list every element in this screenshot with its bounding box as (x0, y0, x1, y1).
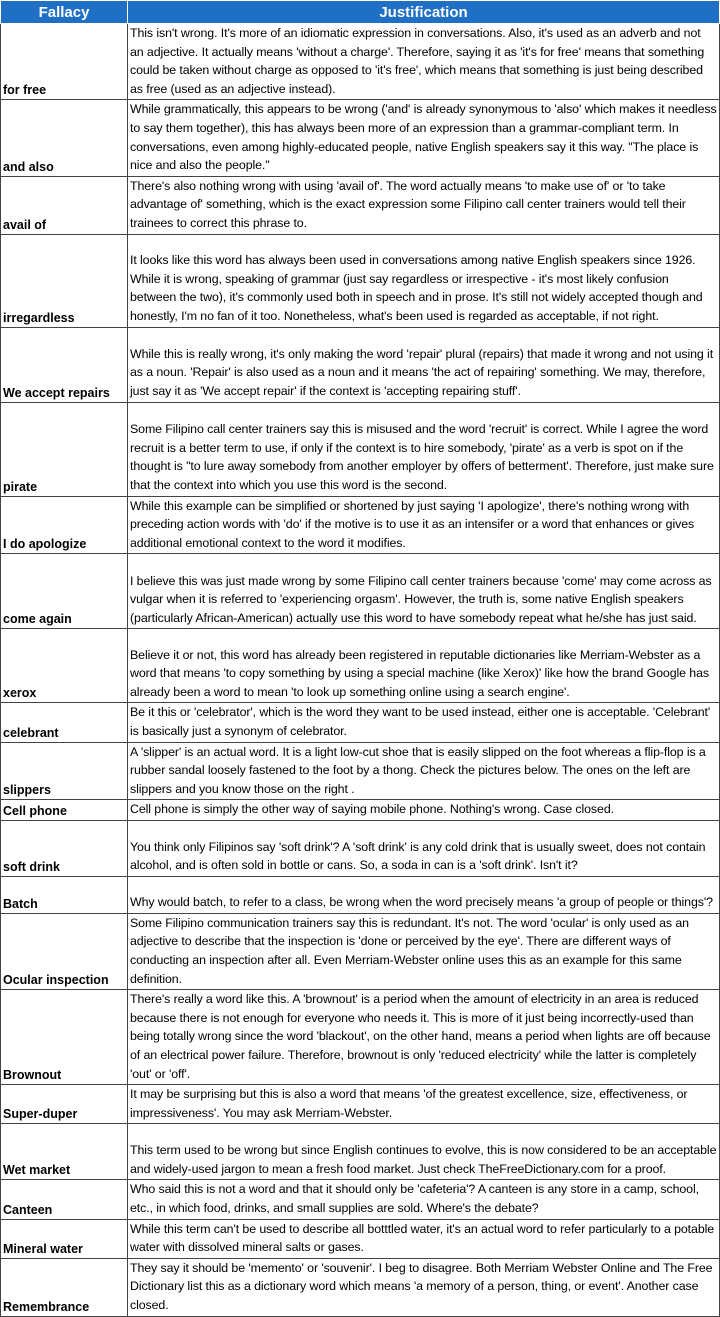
table-row (1, 990, 720, 1085)
justification-cell: I believe this was just made wrong by some Filipino call center trainers because 'come' may come across as vulgar when it is referred to 'experiencing orgasm'. However, the truth is, some native English speakers (particularly African-American) actually use this word to have somebody repeat what he/she has just said. (128, 554, 720, 629)
justification-cell: Cell phone is simply the other way of saying mobile phone. Nothing's wrong. Case closed. (128, 800, 720, 821)
fallacy-cell: I do apologize (1, 496, 128, 554)
fallacy-cell: for free (1, 24, 128, 100)
table-row (1, 703, 720, 742)
fallacy-cell: xerox (1, 629, 128, 703)
justification-cell: This term used to be wrong but since English continues to evolve, this is now considered to be an acceptable and widely-used jargon to mean a fresh food market. Just check TheFreeDictionary.com for a proof. (128, 1124, 720, 1180)
table-row (1, 1219, 720, 1258)
table-row (1, 402, 720, 496)
justification-cell: This isn't wrong. It's more of an idiomatic expression in conversations. Also, it's used as an adverb and not an adjective. It actually means 'without a charge'. Therefore, saying it as 'it's for free' means that something could be taken without charge as opposed to 'it's free', which means that something is just being described as free (used as an adjective instead). (128, 24, 720, 100)
table-row (1, 820, 720, 876)
justification-cell: You think only Filipinos say 'soft drink'? A 'soft drink' is any cold drink that is usually sweet, does not contain alcohol, and is often sold in bottle or cans. So, a soda in can is a 'soft drink'. Isn't it? (128, 820, 720, 876)
table-row (1, 1180, 720, 1219)
fallacy-cell: Canteen (1, 1180, 128, 1219)
header-row (1, 1, 720, 24)
fallacy-cell: Brownout (1, 990, 128, 1085)
table-row (1, 1124, 720, 1180)
fallacy-cell: irregardless (1, 234, 128, 327)
table-row (1, 234, 720, 327)
justification-cell: Why would batch, to refer to a class, be wrong when the word precisely means 'a group of people or things'? (128, 876, 720, 913)
fallacy-cell: Super-duper (1, 1085, 128, 1124)
fallacy-cell: Remembrance (1, 1258, 128, 1316)
justification-cell: Some Filipino call center trainers say this is misused and the word 'recruit' is correct. While I agree the word recruit is a better term to use, if only if the context is to hire somebody, 'pirate' as a verb is spot on if the thought is "to lure away somebody from another employer by offers of betterment'. Therefore, just make sure that the context into which you use this word is the second. (128, 402, 720, 496)
justification-cell: While this example can be simplified or shortened by just saying 'I apologize', there's nothing wrong with preceding action words with 'do' if the motive is to use it as an intensifer or a word that enhances or gives additional emotional context to the word it modifies. (128, 496, 720, 554)
justification-cell: While this term can't be used to describe all botttled water, it's an actual word to refer particularly to a potable water with dissolved mineral salts or gases. (128, 1219, 720, 1258)
justification-column-header: Justification (128, 1, 720, 24)
justification-cell: Believe it or not, this word has already been registered in reputable dictionaries like Merriam-Webster as a word that means 'to copy something by using a special machine (like Xerox)' like how the brand Google has already been a word to mean 'to look up something online using a search engine'. (128, 629, 720, 703)
justification-cell: There's also nothing wrong with using 'avail of'. The word actually means 'to make use of' or 'to take advantage of' something, which is the exact expression some Filipino call center trainers would tell their trainees to correct this phrase to. (128, 176, 720, 234)
fallacy-column-header: Fallacy (1, 1, 128, 24)
fallacy-cell: celebrant (1, 703, 128, 742)
fallacy-cell: avail of (1, 176, 128, 234)
fallacy-cell: soft drink (1, 820, 128, 876)
table-row (1, 1085, 720, 1124)
table-row (1, 1258, 720, 1316)
fallacy-cell: and also (1, 100, 128, 176)
justification-cell: While grammatically, this appears to be wrong ('and' is already synonymous to 'also' which makes it needless to say them together), this has always been more of an expression than a grammar-compliant term. In conversations, even among highly-educated people, native English speakers say it this way. "The place is nice and also the people." (128, 100, 720, 176)
table-row (1, 876, 720, 913)
fallacy-cell: pirate (1, 402, 128, 496)
table-row (1, 176, 720, 234)
justification-cell: Some Filipino communication trainers say this is redundant. It's not. The word 'ocular' is only used as an adjective to describe that the inspection is 'done or perceived by the eye'. There are different ways of conducting an inspection after all. Even Merriam-Webster online uses this as an example for this same definition. (128, 913, 720, 989)
fallacy-cell: We accept repairs (1, 327, 128, 402)
justification-cell: While this is really wrong, it's only making the word 'repair' plural (repairs) that made it wrong and not using it as a noun. 'Repair' is also used as a noun and it means 'the act of repairing' something. We may, therefore, just say it as 'We accept repair' if the context is 'accepting repairing stuff'. (128, 327, 720, 402)
justification-cell: They say it should be 'memento' or 'souvenir'. I beg to disagree. Both Merriam Webster Online and The Free Dictionary list this as a dictionary word which means 'a memory of a person, thing, or event'. Another case closed. (128, 1258, 720, 1316)
table-row (1, 24, 720, 100)
table-row (1, 496, 720, 554)
fallacy-cell: Batch (1, 876, 128, 913)
table-row (1, 100, 720, 176)
fallacy-cell: Ocular inspection (1, 913, 128, 989)
justification-cell: Be it this or 'celebrator', which is the word they want to be used instead, either one is acceptable. 'Celebrant' is basically just a synonym of celebrator. (128, 703, 720, 742)
justification-cell: A 'slipper' is an actual word. It is a light low-cut shoe that is easily slipped on the foot whereas a flip-flop is a rubber sandal loosely fastened to the foot by a thong. Check the pictures below. The ones on the left are slippers and you know those on the right . (128, 742, 720, 800)
table-row (1, 327, 720, 402)
table-row (1, 913, 720, 989)
table-row (1, 629, 720, 703)
justification-cell: There's really a word like this. A 'brownout' is a period when the amount of electricity in an area is reduced because there is not enough for everyone who needs it. This is more of it just being incorrectly-used than being totally wrong since the word 'blackout', on the other hand, means a period when lights are off because of an electrical power failure. Therefore, brownout is only 'reduced electricity' while the latter is completely 'out' or 'off'. (128, 990, 720, 1085)
justification-cell: Who said this is not a word and that it should only be 'cafeteria'? A canteen is any store in a camp, school, etc., in which food, drinks, and small supplies are sold. Where's the debate? (128, 1180, 720, 1219)
fallacy-cell: Cell phone (1, 800, 128, 821)
justification-cell: It may be surprising but this is also a word that means 'of the greatest excellence, size, effectiveness, or impressiveness'. You may ask Merriam-Webster. (128, 1085, 720, 1124)
justification-cell: It looks like this word has always been used in conversations among native English speakers since 1926. While it is wrong, speaking of grammar (just say regardless or irrespective - it's most likely confusion between the two), it's commonly used both in speech and in prose. It's still not widely accepted though and honestly, I'm no fan of it too. Nonetheless, what's been used is regarded as acceptable, if not right. (128, 234, 720, 327)
table-row (1, 800, 720, 821)
fallacy-cell: Mineral water (1, 1219, 128, 1258)
fallacy-cell: come again (1, 554, 128, 629)
table-row (1, 742, 720, 800)
fallacy-cell: Wet market (1, 1124, 128, 1180)
table-row (1, 554, 720, 629)
fallacy-cell: slippers (1, 742, 128, 800)
